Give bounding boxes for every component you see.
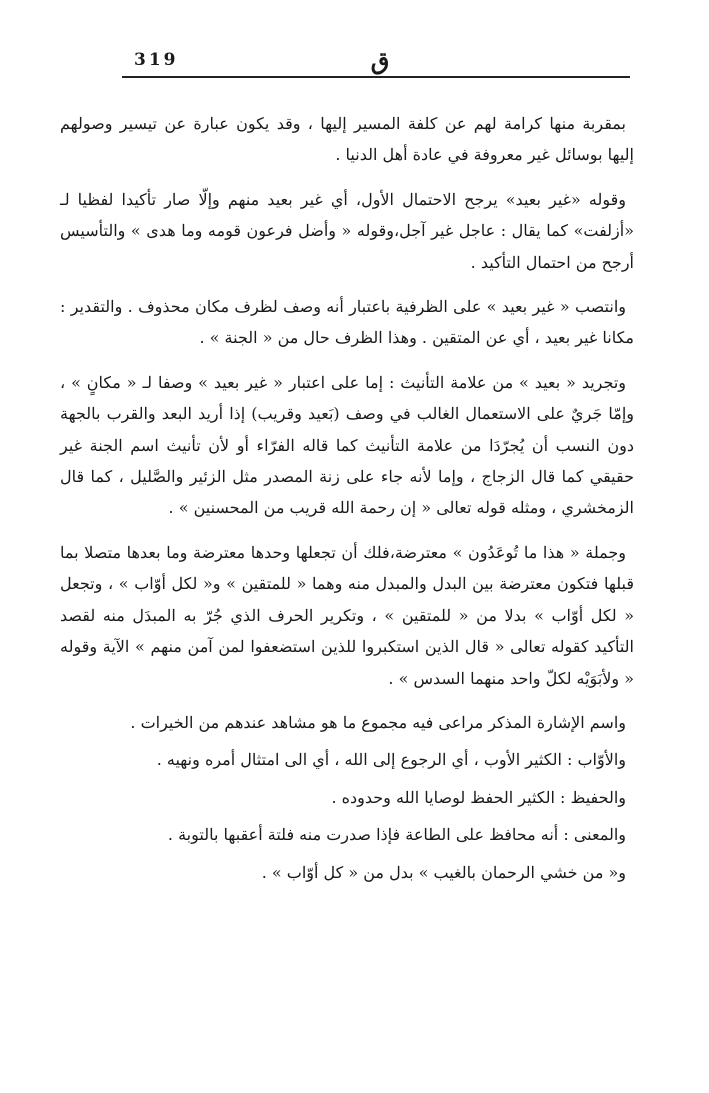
paragraph: والمعنى : أنه محافظ على الطاعة فإذا صدرت منه فلتة أعقبها بالتوبة .: [167, 825, 626, 845]
paragraph: واسم الإشارة المذكر مراعى فيه مجموع ما هو مشاهد عندهم من الخيرات .: [130, 712, 626, 732]
page-number: 319: [134, 50, 179, 70]
paragraph: وجملة « هذا ما تُوعَدُون » معترضة،فلك أن تجعلها وحدها معترضة وما بعدها متصلا بما قبلها فتكون معترضة بين البدل والمبدل منه وهما « للمتقين » و« لكل أوّاب » ، وتجعل « لكل أوّاب » بدلا من « للمتقين » ، وتكرير الحرف الذي جُرّ به المبدَل منه لقصد التأكيد كقوله تعالى « قال الذين استكبروا للذين استضعفوا لمن آمن منهم » الآية وقوله « ولأبَوَيْه لكلّ واحد منهما السدس » .: [60, 542, 634, 688]
paragraph: والأوّاب : الكثير الأوب ، أي الرجوع إلى الله ، أي الى امتثال أمره ونهيه .: [156, 750, 626, 770]
paragraph: وانتصب « غير بعيد » على الظرفية باعتبار أنه وصف لظرف مكان محذوف . والتقدير : مكانا غير بعيد ، أي عن المتقين . وهذا الظرف حال من « الجنة » .: [60, 297, 634, 348]
paragraph: وقوله «غير بعيد» يرجح الاحتمال الأول، أي غير بعيد منهم وإلّا صار تأكيدا لفظيا لـ «أزلفت» كما يقال : عاجل غير آجل،وقوله « وأضل فرعون قومه وما هدى » والتأسيس أرجح من احتمال التأكيد .: [60, 189, 634, 272]
surah-title: ق: [370, 46, 390, 75]
header-divider: [122, 76, 630, 78]
paragraph: و« من خشي الرحمان بالغيب » بدل من « كل أوّاب » .: [261, 862, 626, 882]
page-header: [122, 44, 630, 78]
paragraph: والحفيظ : الكثير الحفظ لوصايا الله وحدوده .: [331, 787, 626, 807]
paragraph: وتجريد « بعيد » من علامة التأنيث : إما على اعتبار « غير بعيد » وصفا لـ « مكانٍ » ، وإمّا جَريٌ على الاستعمال الغالب في وصف (بَعيد وقريب) إذا أريد البعد والقرب بالجهة دون النسب أن يُجرّدَا من علامة التأنيث كما قاله الفرّاء أو لأن تأنيث اسم الجنة غير حقيقي كما قال الزجاج ، وإما لأنه جاء على زنة المصدر مثل الزئير والصَّليل ، كما قال الزمخشري ، ومثله قوله تعالى « إن رحمة الله قريب من المحسنين » .: [60, 372, 635, 518]
page-body: [60, 108, 634, 894]
paragraph: بمقربة منها كرامة لهم عن كلفة المسير إليها ، وقد يكون عبارة عن تيسير وصولهم إليها بوسائل غير معروفة في عادة أهل الدنيا .: [60, 114, 634, 165]
